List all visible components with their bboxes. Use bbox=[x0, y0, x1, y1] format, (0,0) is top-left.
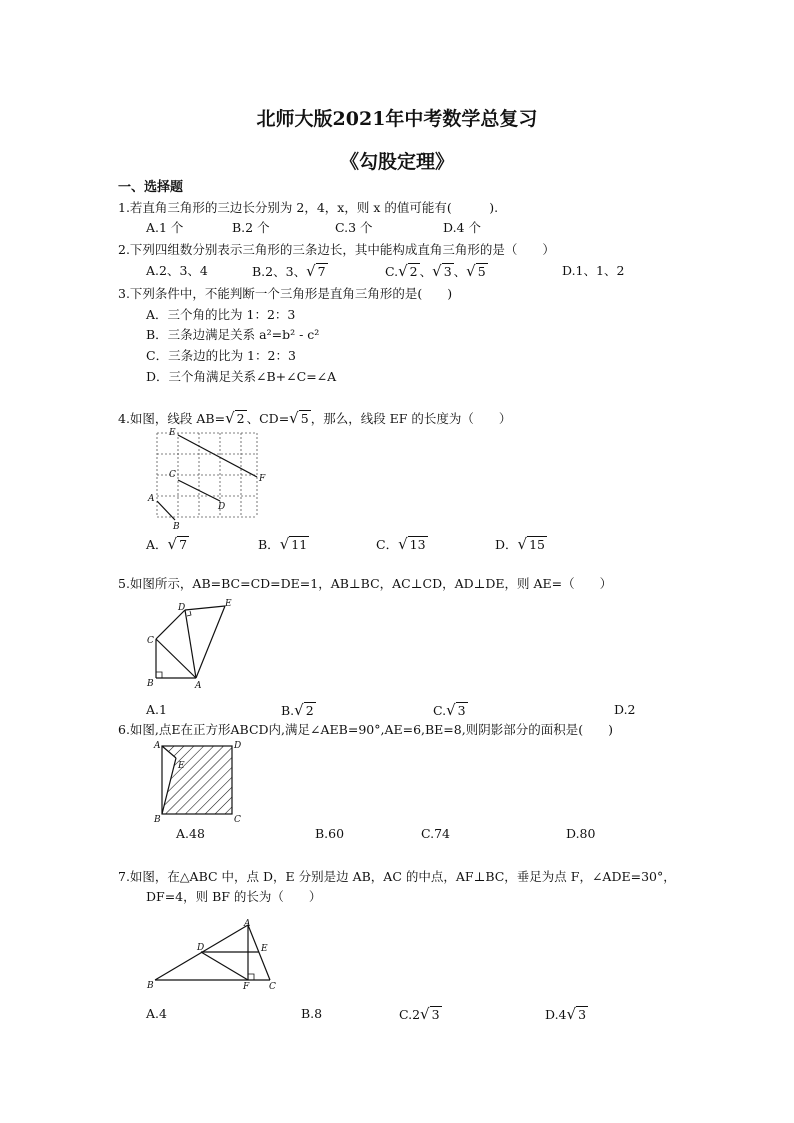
q7-option-b: B.8 bbox=[301, 1006, 323, 1021]
q5-label-c: C bbox=[147, 636, 154, 646]
page-title: 北师大版2021年中考数学总复习 bbox=[256, 108, 538, 130]
q5-stem: 5.如图所示，AB=BC=CD=DE=1，AB⊥BC，AC⊥CD，AD⊥DE，则 AE=（ ） bbox=[118, 576, 613, 591]
q1-option-d: D.4 个 bbox=[443, 220, 481, 235]
q2-option-c: C.√ 2 、√ 3 、√ 5 bbox=[385, 262, 486, 280]
q7-label-a: A bbox=[244, 919, 251, 929]
q6-square-figure bbox=[150, 740, 245, 825]
q1-stem: 1.若直角三角形的三边长分别为 2，4，x，则 x 的值可能有( ). bbox=[118, 200, 499, 215]
q5-option-a: A.1 bbox=[146, 702, 167, 717]
q7-label-c: C bbox=[269, 982, 276, 992]
q2-option-a: A.2、3、4 bbox=[146, 263, 208, 278]
q3-option-c: C．三条边的比为 1：2：3 bbox=[146, 348, 296, 363]
q7-label-b: B bbox=[147, 981, 154, 991]
q6-label-d: D bbox=[234, 741, 242, 751]
q1-option-c: C.3 个 bbox=[335, 220, 373, 235]
q7-option-a: A.4 bbox=[146, 1006, 167, 1021]
q5-label-a: A bbox=[195, 681, 202, 690]
q1-option-a: A.1 个 bbox=[146, 220, 184, 235]
q5-option-c: C.√ 3 bbox=[433, 701, 466, 719]
q4-stem: 4.如图，线段 AB=√ 2 、CD=√ 5 ，那么，线段 EF 的长度为（ ） bbox=[118, 409, 512, 427]
q3-option-b: B．三条边满足关系 a²=b² - c² bbox=[146, 327, 320, 342]
page-subtitle: 《勾股定理》 bbox=[339, 151, 454, 173]
q3-option-d: D．三个角满足关系∠B+∠C=∠A bbox=[146, 369, 337, 384]
q7-label-f: F bbox=[243, 982, 250, 992]
q6-option-b: B.60 bbox=[315, 826, 345, 841]
q4-option-d: D．√ 15 bbox=[495, 535, 545, 553]
q7-label-e: E bbox=[261, 944, 268, 954]
q6-label-c: C bbox=[234, 815, 241, 825]
q3-option-a: A．三个角的比为 1：2：3 bbox=[146, 307, 296, 322]
q2-stem: 2.下列四组数分别表示三角形的三条边长，其中能构成直角三角形的是（ ） bbox=[118, 242, 555, 257]
section-heading: 一、选择题 bbox=[118, 180, 184, 195]
q4-option-a: A．√ 7 bbox=[146, 535, 188, 553]
q7-option-d: D.4√ 3 bbox=[545, 1005, 587, 1023]
q7-stem-line2: DF=4，则 BF 的长为（ ） bbox=[146, 889, 322, 904]
q2-option-d: D.1、1、2 bbox=[562, 263, 625, 278]
q5-figure bbox=[145, 598, 245, 690]
q1-option-b: B.2 个 bbox=[232, 220, 270, 235]
q5-label-b: B bbox=[147, 679, 154, 689]
q4-grid-figure bbox=[145, 425, 270, 530]
q4-label-c: C bbox=[169, 470, 176, 480]
q4-label-a: A bbox=[148, 494, 155, 504]
q2-option-b: B.2、3、√ 7 bbox=[252, 262, 326, 280]
q6-label-b: B bbox=[154, 815, 161, 825]
q3-stem: 3.下列条件中，不能判断一个三角形是直角三角形的是( ) bbox=[118, 286, 453, 301]
q5-label-e: E bbox=[225, 599, 232, 609]
q6-option-a: A.48 bbox=[176, 826, 205, 841]
q7-label-d: D bbox=[197, 943, 205, 953]
q4-label-e: E bbox=[169, 428, 176, 438]
q7-option-c: C.2√ 3 bbox=[399, 1005, 440, 1023]
q5-option-d: D.2 bbox=[614, 702, 636, 717]
q6-stem: 6.如图,点E在正方形ABCD内,满足∠AEB=90°,AE=6,BE=8,则阴影部分的面积是( ) bbox=[118, 722, 613, 737]
q7-triangle-figure bbox=[145, 918, 285, 993]
q6-option-d: D.80 bbox=[566, 826, 596, 841]
q4-option-c: C．√ 13 bbox=[376, 535, 426, 553]
q5-option-b: B.√ 2 bbox=[281, 701, 314, 719]
q4-label-d: D bbox=[218, 502, 226, 512]
q4-option-b: B．√ 11 bbox=[258, 535, 308, 553]
q6-option-c: C.74 bbox=[421, 826, 450, 841]
q4-label-b: B bbox=[173, 522, 180, 530]
q5-label-d: D bbox=[178, 603, 186, 613]
q7-stem-line1: 7.如图，在△ABC 中，点 D，E 分别是边 AB，AC 的中点，AF⊥BC，垂足为点 F，∠ADE=30°， bbox=[118, 869, 676, 884]
q4-label-f: F bbox=[259, 474, 266, 484]
q6-label-e: E bbox=[178, 761, 185, 771]
q6-label-a: A bbox=[154, 741, 161, 751]
